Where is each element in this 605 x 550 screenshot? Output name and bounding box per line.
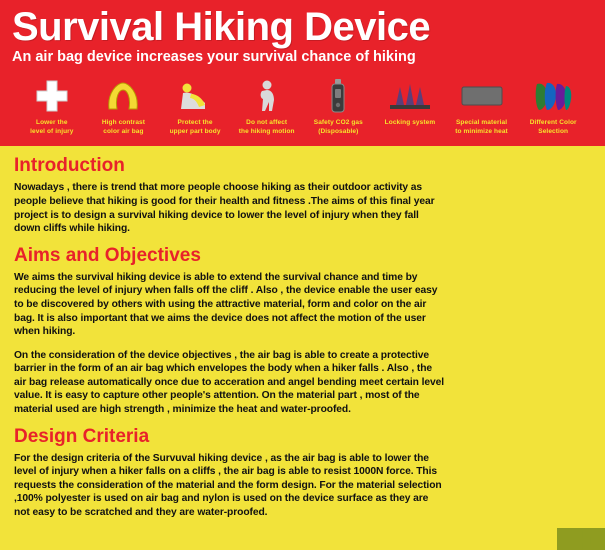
feature-item bbox=[446, 76, 518, 137]
locking-system-icon bbox=[388, 76, 432, 116]
feature-item bbox=[16, 76, 88, 137]
section-paragraph: Nowadays , there is trend that more people choose hiking as their outdoor activity as people believe that hiking is good for their health and fitness .The aims of this final year project is to design a survival hiking device to lower the level of injury when they fall down cliffs while hiking. bbox=[14, 182, 435, 235]
feature-item bbox=[303, 76, 375, 137]
co2-canister-icon bbox=[330, 76, 346, 116]
first-aid-cross-icon bbox=[35, 76, 69, 116]
poster-header bbox=[0, 0, 605, 146]
page-subtitle: An air bag device increases your survival chance of hiking bbox=[12, 49, 416, 65]
feature-item bbox=[517, 76, 589, 137]
feature-label: Do not affect the hiking motion bbox=[238, 118, 295, 135]
color-selection-icon bbox=[533, 76, 573, 116]
section-heading-aims-and-objectives: Aims and Objectives bbox=[14, 244, 201, 266]
feature-label: Special material to minimize heat bbox=[455, 118, 508, 135]
section-heading-design-criteria: Design Criteria bbox=[14, 425, 150, 447]
person-protected-upper-body-icon bbox=[175, 76, 215, 116]
feature-label: Locking system bbox=[384, 118, 436, 126]
feature-item bbox=[231, 76, 303, 137]
feature-label: Different Color Selection bbox=[529, 118, 577, 135]
feature-label: High contrast color air bag bbox=[101, 118, 146, 135]
section-heading-introduction: Introduction bbox=[14, 155, 125, 177]
page-title: Survival Hiking Device bbox=[12, 5, 431, 49]
heat-minimizing-material-icon bbox=[460, 76, 504, 116]
poster-body bbox=[0, 146, 605, 528]
section-paragraph: We aims the survival hiking device is able to extend the survival chance and time by reducing the level of injury when falls off the cliff . Also , the device enable the user easy to be discovered by others with using the attractive material, form and color on the air bag. It is also important that we aims the device does not affect the motion of the user when hiking. bbox=[14, 271, 438, 338]
feature-label: Lower the level of injury bbox=[30, 118, 74, 135]
air-bag-icon bbox=[103, 76, 143, 116]
feature-item bbox=[88, 76, 160, 137]
feature-label: Protect the upper part body bbox=[169, 118, 221, 135]
feature-label: Safety CO2 gas (Disposable) bbox=[313, 118, 363, 135]
feature-item bbox=[374, 76, 446, 128]
feature-item bbox=[159, 76, 231, 137]
section-paragraph: For the design criteria of the Survuval hiking device , as the air bag is able to lower the level of injury when a hiker falls on a cliffs , the air bag is able to resist 1000N force. This requests the consideration of the material and the form design. For the material selection ,100% polyester is used on air bag and nylon is used on the device surface as they are not easy to be scratched and they are water-proofed. bbox=[14, 452, 442, 518]
person-hiking-motion-icon bbox=[252, 76, 282, 116]
feature-icon-strip bbox=[12, 76, 593, 143]
section-paragraph: On the consideration of the device objectives , the air bag is able to create a protective barrier in the form of an air bag which envelopes the body when a hiker falls . Also , the air bag release automatically once due to acceration and angel bending meet certain level value. It is easy to capture other people's attention. On the material part , most of the material used are high strength , minimize the heat and water-proofed. bbox=[14, 349, 445, 415]
